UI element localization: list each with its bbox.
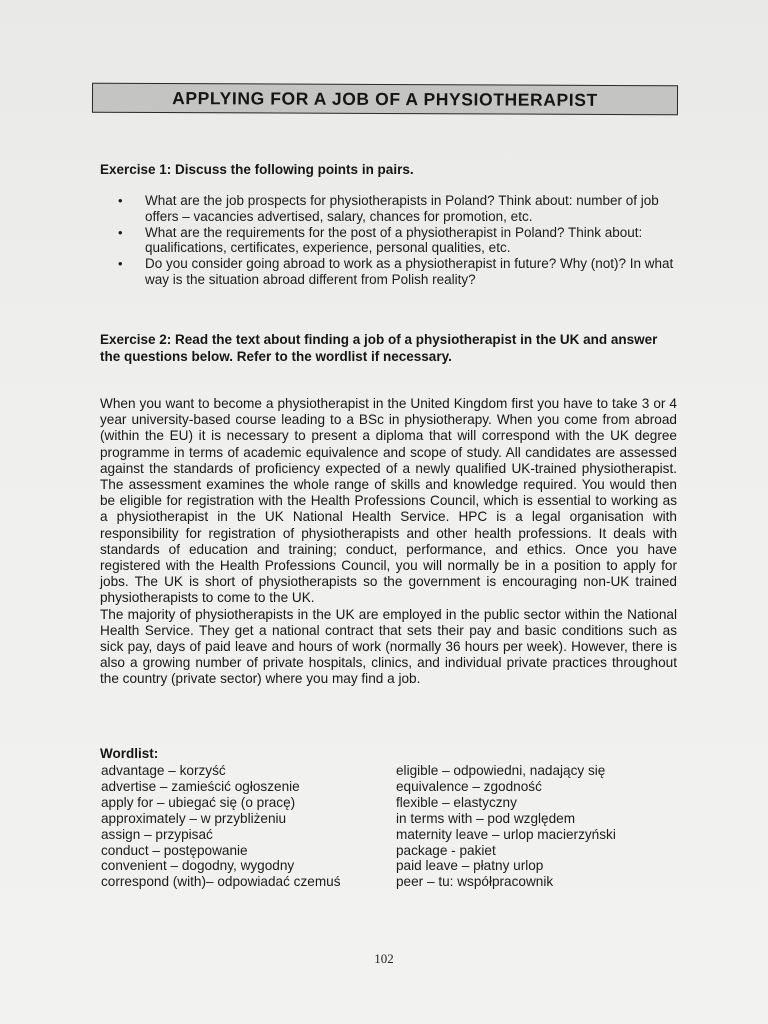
exercise-2-heading: Exercise 2: Read the text about finding a job of a physiotherapist in the UK and answer the questions below. Refer to the wordlist if necessary. [100,332,658,364]
wordlist-entry: in terms with – pod względem [396,810,576,826]
wordlist-left-column [101,763,341,890]
wordlist-entry: maternity leave – urlop macierzyński [396,826,616,842]
page-title: APPLYING FOR A JOB OF A PHYSIOTHERAPIST [172,87,598,110]
wordlist-entry: eligible – odpowiedni, nadający się [396,763,606,778]
wordlist-entry: flexible – elastyczny [396,794,517,810]
reading-paragraph: When you want to become a physiotherapist in the United Kingdom first you have to take 3 or 4 year university-based course leading to a BSc in physiotherapy. When you come from abroad (within the EU) it is necessary to present a diploma that will correspond with the UK degree programme in terms of academic equivalence and scope of study. All candidates are assessed against the standards of proficiency expected of a newly qualified UK-trained physiotherapist. The assessment examines the whole range of skills and knowledge required. You would then be eligible for registration with the Health Professions Council, which is essential to working as a physiotherapist in the UK National Health Service. HPC is a legal organisation with responsibility for registration of physiotherapists and other health professions. It deals with standards of education and training; conduct, performance, and ethics. Once you have registered with the Health Professions Council, you will normally be in a position to apply for jobs. The UK is short of physiotherapists so the government is encouraging non-UK trained physiotherapists to come to the UK. [100,396,677,606]
wordlist-right-column [396,763,616,890]
discussion-point [118,225,678,257]
wordlist-entry: equivalence – zgodność [396,778,542,794]
exercise-1-points [118,193,678,288]
discussion-point-text: Do you consider going abroad to work as a physiotherapist in future? Why (not)? In what way is the situation abroad different from Polish reality? [145,256,674,287]
wordlist-entry: convenient – dogodny, wygodny [101,858,295,874]
discussion-point-text: What are the job prospects for physiotherapists in Poland? Think about: number of job offers – vacancies advertised, salary, chances for promotion, etc. [145,193,659,224]
page-number: 102 [374,951,394,966]
discussion-point-text: What are the requirements for the post of a physiotherapist in Poland? Think about: qualifications, certificates, experience, personal qualities, etc. [145,224,643,256]
bullet-icon: • [118,224,123,240]
wordlist-entry: advantage – korzyść [101,763,226,778]
reading-paragraph: The majority of physiotherapists in the UK are employed in the public sector within the National Health Service. They get a national contract that sets their pay and basic conditions such as sick pay, days of paid leave and hours of work (normally 36 hours per week). However, there is also a growing number of private hospitals, clinics, and individual private practices throughout the country (private sector) where you may find a job. [100,606,677,687]
wordlist-entry: paid leave – płatny urlop [396,858,544,874]
reading-text [100,396,677,688]
exercise-1-heading: Exercise 1: Discuss the following points in pairs. [100,162,414,177]
wordlist-entry: peer – tu: współpracownik [396,874,554,890]
discussion-point [118,193,678,225]
wordlist-entry: approximately – w przybliżeniu [101,810,287,826]
bullet-icon: • [118,256,123,272]
wordlist-entry: apply for – ubiegać się (o pracę) [101,794,296,810]
title-banner [92,83,678,116]
discussion-point [118,256,678,288]
wordlist-heading: Wordlist: [100,746,159,761]
wordlist-entry: correspond (with)– odpowiadać czemuś [101,874,341,890]
wordlist-entry: conduct – postępowanie [101,842,248,858]
wordlist-entry: package - pakiet [396,842,496,858]
bullet-icon: • [118,193,123,208]
wordlist-entry: assign – przypisać [101,826,213,842]
wordlist-entry: advertise – zamieścić ogłoszenie [101,778,300,794]
